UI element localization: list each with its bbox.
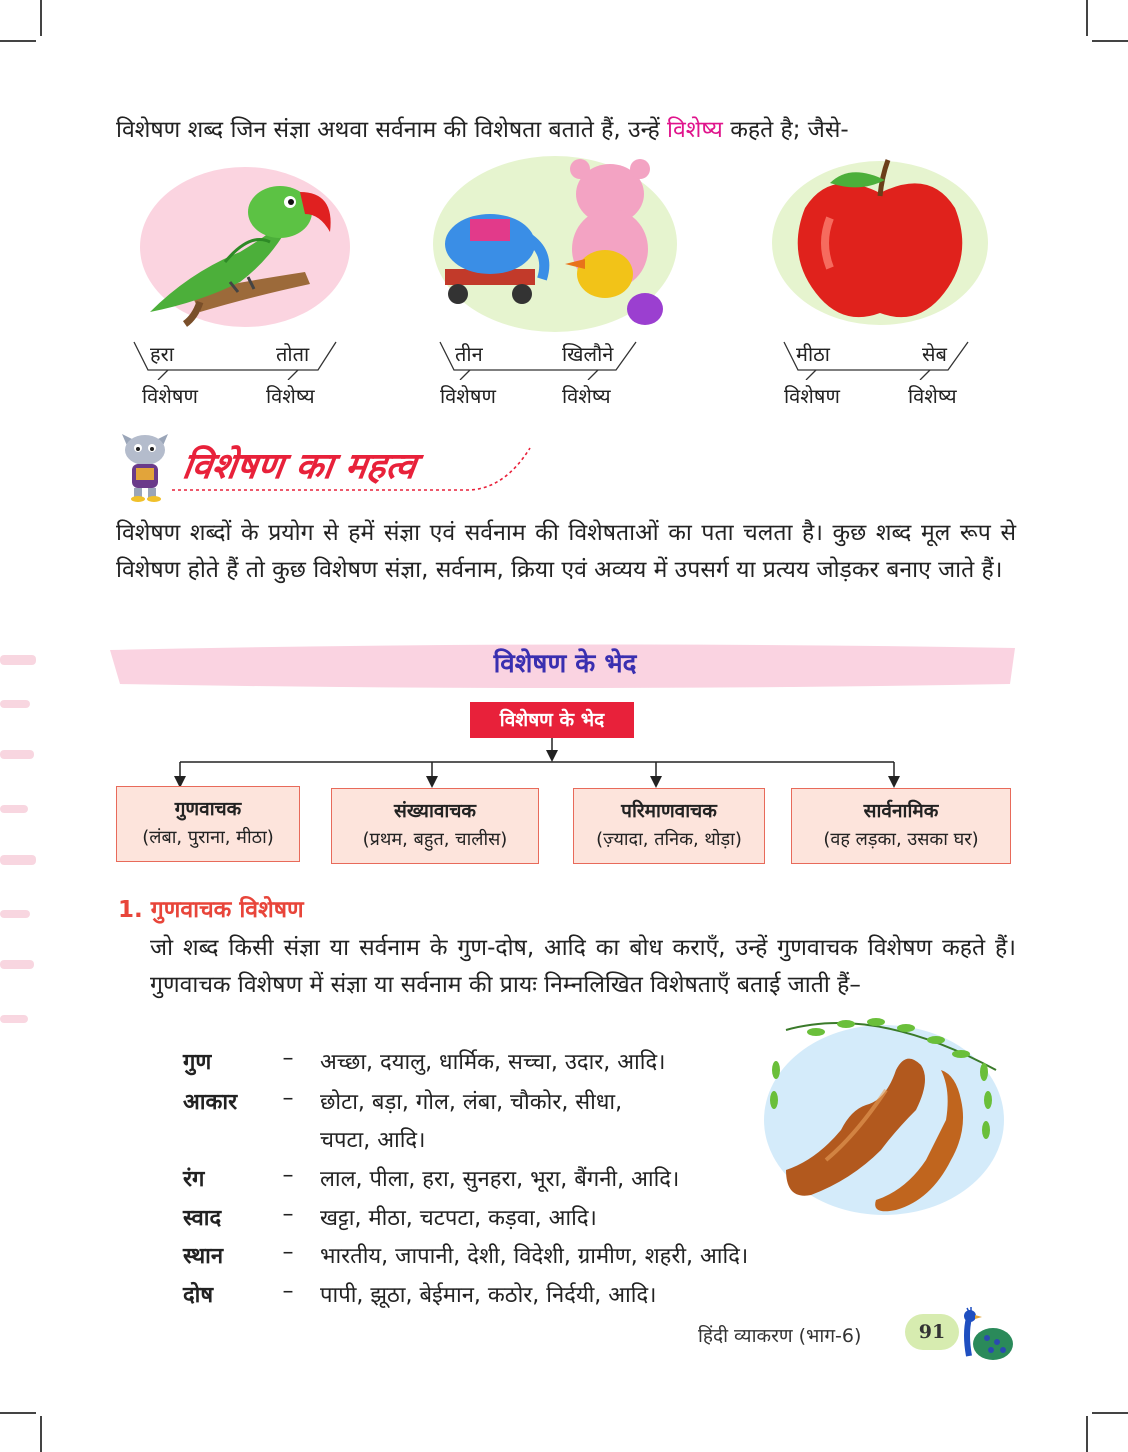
quality-value: लाल, पीला, हरा, सुनहरा, भूरा, बैंगनी, आदि। xyxy=(320,1167,680,1192)
dash: – xyxy=(282,1240,294,1265)
adjective-label: विशेषण xyxy=(440,384,496,408)
quality-key: आकार xyxy=(183,1090,238,1115)
type-box-pronominal xyxy=(791,788,1011,864)
intro-text: विशेषण शब्द जिन संज्ञा अथवा सर्वनाम की विशेषता बताते हैं, उन्हें xyxy=(116,117,667,143)
type-name: संख्यावाचक xyxy=(393,800,477,822)
noun-label: विशेष्य xyxy=(908,384,957,408)
title-dotted-underline xyxy=(170,440,540,500)
type-example: (लंबा, पुराना, मीठा) xyxy=(142,827,274,848)
dash: – xyxy=(282,1046,294,1071)
toys-picture xyxy=(430,144,680,334)
quality-paragraph: जो शब्द किसी संज्ञा या सर्वनाम के गुण-दोष, आदि का बोध कराएँ, उन्हें गुणवाचक विशेषण कहते हैं। गुणवाचक विशेषण में संज्ञा या सर्वनाम की प्रायः निम्नलिखित विशेषताएँ बताई जाती हैं– xyxy=(150,935,1016,998)
example-adjective: मीठा xyxy=(796,342,830,366)
crop-mark xyxy=(40,0,42,36)
types-root-box: विशेषण के भेद xyxy=(470,702,634,738)
type-name: गुणवाचक xyxy=(174,798,242,820)
adjective-label: विशेषण xyxy=(784,384,840,408)
crop-mark xyxy=(1092,40,1128,42)
type-name: सार्वनामिक xyxy=(863,800,939,822)
quality-key: रंग xyxy=(183,1167,205,1192)
dash: – xyxy=(282,1163,294,1188)
quality-value: चपटा, आदि। xyxy=(320,1128,426,1153)
type-example: (वह लड़का, उसका घर) xyxy=(823,829,979,850)
quality-value: पापी, झूठा, बेईमान, कठोर, निर्दयी, आदि। xyxy=(320,1283,657,1308)
example-adjective: हरा xyxy=(150,342,174,366)
adjective-label: विशेषण xyxy=(142,384,198,408)
quality-key: दोष xyxy=(183,1283,214,1308)
type-example: (प्रथम, बहुत, चालीस) xyxy=(362,829,508,850)
page-number: 91 xyxy=(905,1314,959,1350)
importance-paragraph: विशेषण शब्दों के प्रयोग से हमें संज्ञा एवं सर्वनाम की विशेषताओं का पता चलता है। कुछ शब्द मूल रूप से विशेषण होते हैं तो कुछ विशेषण संज्ञा, सर्वनाम, क्रिया एवं अव्यय में उपसर्ग या प्रत्यय जोड़कर बनाए जाते हैं। xyxy=(116,520,1016,583)
types-banner-title: विशेषण के भेद xyxy=(493,649,637,679)
quality-key: स्थान xyxy=(183,1244,224,1269)
example-noun: सेब xyxy=(922,342,947,366)
book-title: हिंदी व्याकरण (भाग-6) xyxy=(698,1325,862,1347)
crop-mark xyxy=(40,1416,42,1452)
quality-key: स्वाद xyxy=(183,1206,222,1231)
example-noun: खिलौने xyxy=(562,342,614,366)
quality-value: भारतीय, जापानी, देशी, विदेशी, ग्रामीण, शहरी, आदि। xyxy=(320,1244,749,1269)
crop-mark xyxy=(0,1412,36,1414)
type-example: (ज़्यादा, तनिक, थोड़ा) xyxy=(596,829,742,850)
quality-value: छोटा, बड़ा, गोल, लंबा, चौकोर, सीधा, xyxy=(320,1090,623,1115)
type-name: परिमाणवाचक xyxy=(621,800,717,822)
tamarind-picture xyxy=(756,1010,1006,1220)
apple-picture xyxy=(770,148,990,328)
quality-value: अच्छा, दयालु, धार्मिक, सच्चा, उदार, आदि। xyxy=(320,1050,666,1075)
intro-text-end: कहते है; जैसे- xyxy=(722,117,849,143)
crop-mark xyxy=(0,40,36,42)
type-box-number xyxy=(331,788,539,864)
example-adjective: तीन xyxy=(455,342,483,366)
dash: – xyxy=(282,1202,294,1227)
noun-label: विशेष्य xyxy=(266,384,315,408)
peacock-icon xyxy=(955,1304,1015,1366)
tree-connectors xyxy=(170,738,910,788)
noun-label: विशेष्य xyxy=(562,384,611,408)
dash: – xyxy=(282,1086,294,1111)
crop-mark xyxy=(1086,1416,1088,1452)
parrot-picture xyxy=(130,152,350,332)
quality-key: गुण xyxy=(183,1050,212,1075)
margin-decoration xyxy=(0,640,40,1060)
dash: – xyxy=(282,1279,294,1304)
subsection-heading: 1. गुणवाचक विशेषण xyxy=(118,897,304,923)
crop-mark xyxy=(1086,0,1088,36)
example-noun: तोता xyxy=(276,342,310,366)
crop-mark xyxy=(1092,1412,1128,1414)
quality-value: खट्टा, मीठा, चटपटा, कड़वा, आदि। xyxy=(320,1206,597,1231)
highlight-word: विशेष्य xyxy=(667,117,723,143)
section-title: विशेषण का महत्व xyxy=(179,446,419,487)
type-box-quantity xyxy=(573,788,765,864)
type-box-quality xyxy=(116,786,300,862)
